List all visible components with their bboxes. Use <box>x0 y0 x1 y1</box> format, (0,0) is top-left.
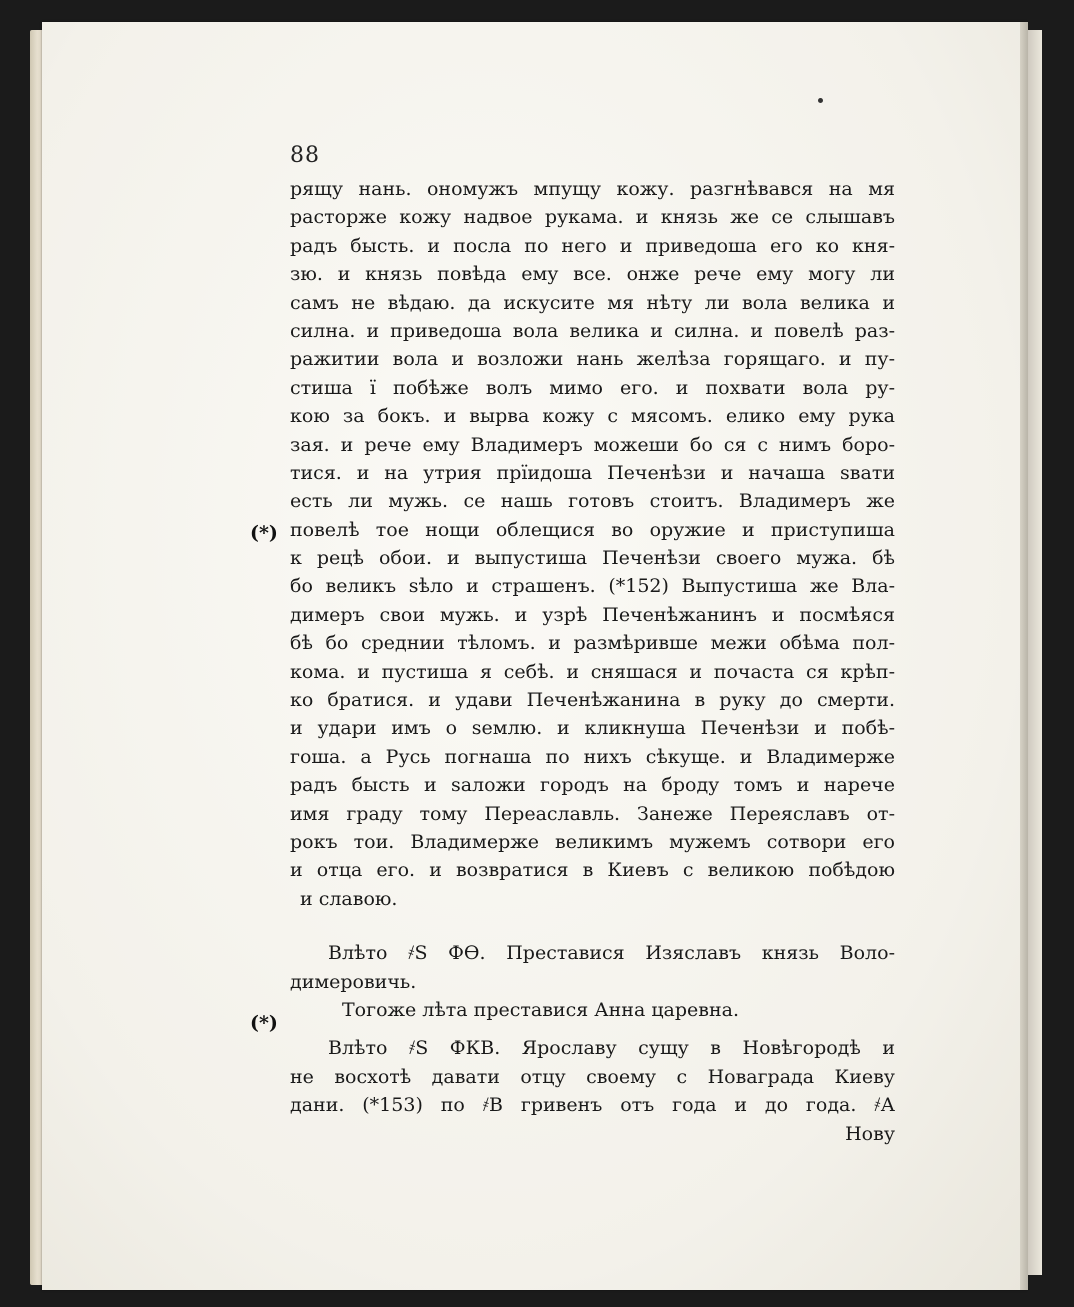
year-entry-line: димеровичь. <box>290 970 417 993</box>
ink-dot <box>818 98 823 103</box>
text-line: кома. и пустиша я себѣ. и сняшася и почаста ся крѣп- <box>290 660 895 683</box>
page-number: 88 <box>290 143 320 168</box>
text-line: зая. и рече ему Владимеръ можеши бо ся с нимъ боро- <box>290 433 895 456</box>
year-entry-line: не восхотѣ давати отцу своему с Новаграда Киеву <box>290 1065 895 1088</box>
margin-footnote-mark: (*) <box>250 1012 278 1034</box>
text-line: имя граду тому Переаславль. Занеже Переяславъ от- <box>290 802 895 825</box>
text-line: тися. и на утрия прїидоша Печенѣзи и начаша ѕвати <box>290 461 895 484</box>
text-line: зю. и князь повѣда ему все. онже рече ему могу ли <box>290 263 895 286</box>
text-line: рящу нань. ономужъ мпущу кожу. разгнѣвався на мя <box>290 178 895 200</box>
year-entry-line: Влѣто ҂Ѕ ФѲ. Преставися Изяславъ князь Воло- <box>328 942 895 965</box>
text-line: стиша ї побѣже волъ мимо его. и похвати вола ру- <box>290 376 895 399</box>
text-line: самъ не вѣдаю. да искусите мя нѣту ли вола велика и <box>290 291 895 314</box>
text-line: расторже кожу надвое рукама. и князь же се слышавъ <box>290 206 895 229</box>
page-gutter <box>1020 22 1028 1290</box>
facing-page-edge <box>1028 30 1042 1275</box>
text-line: есть ли мужь. се нашь готовъ стоитъ. Владимеръ же <box>290 490 895 513</box>
text-line: и удари имъ о ѕемлю. и кликнуша Печенѣзи и побѣ- <box>290 717 895 740</box>
text-line: силна. и приведоша вола велика и силна. и повелѣ раз- <box>290 319 895 342</box>
text-line: повелѣ тое нощи облещися во оружие и приступиша <box>290 518 895 541</box>
text-line: радъ бысть. и посла по него и приведоша его ко кня- <box>290 234 895 257</box>
text-line: гоша. а Русь погнаша по нихъ сѣкуще. и Владимерже <box>290 745 895 768</box>
text-line: димеръ свои мужь. и узрѣ Печенѣжанинъ и посмѣяся <box>290 603 895 626</box>
year-entry-line: дани. (*153) по ҂В гривенъ отъ года и до года. ҂А <box>290 1094 895 1117</box>
margin-footnote-mark: (*) <box>250 522 278 544</box>
catchword: Нову <box>845 1122 895 1145</box>
year-entry-line: Тогоже лѣта преставися Анна царевна. <box>342 998 740 1021</box>
text-line: ражитии вола и возложи нань желѣза горящаго. и пу- <box>290 348 895 371</box>
text-line: бѣ бо среднии тѣломъ. и размѣривше межи обѣма пол- <box>290 632 895 655</box>
text-line: кою за бокъ. и вырва кожу с мясомъ. елико ему рука <box>290 405 895 428</box>
text-line: и славою. <box>300 887 398 910</box>
text-line: рокъ тои. Владимерже великимъ мужемъ сотвори его <box>290 830 895 853</box>
text-line: к рецѣ обои. и выпустиша Печенѣзи своего мужа. бѣ <box>290 547 895 570</box>
page-text <box>290 175 895 1148</box>
text-line: бо великъ ѕѣло и страшенъ. (*152) Выпустиша же Вла- <box>290 575 895 598</box>
text-line: радъ бысть и ѕаложи городъ на броду томъ и нарече <box>290 774 895 797</box>
year-entry-line: Влѣто ҂Ѕ ФКВ. Ярославу сущу в Новѣгородѣ и <box>328 1037 895 1060</box>
text-line: и отца его. и возвратися в Киевъ с великою побѣдою <box>290 859 895 882</box>
text-line: ко братися. и удави Печенѣжанина в руку до смерти. <box>290 689 895 712</box>
